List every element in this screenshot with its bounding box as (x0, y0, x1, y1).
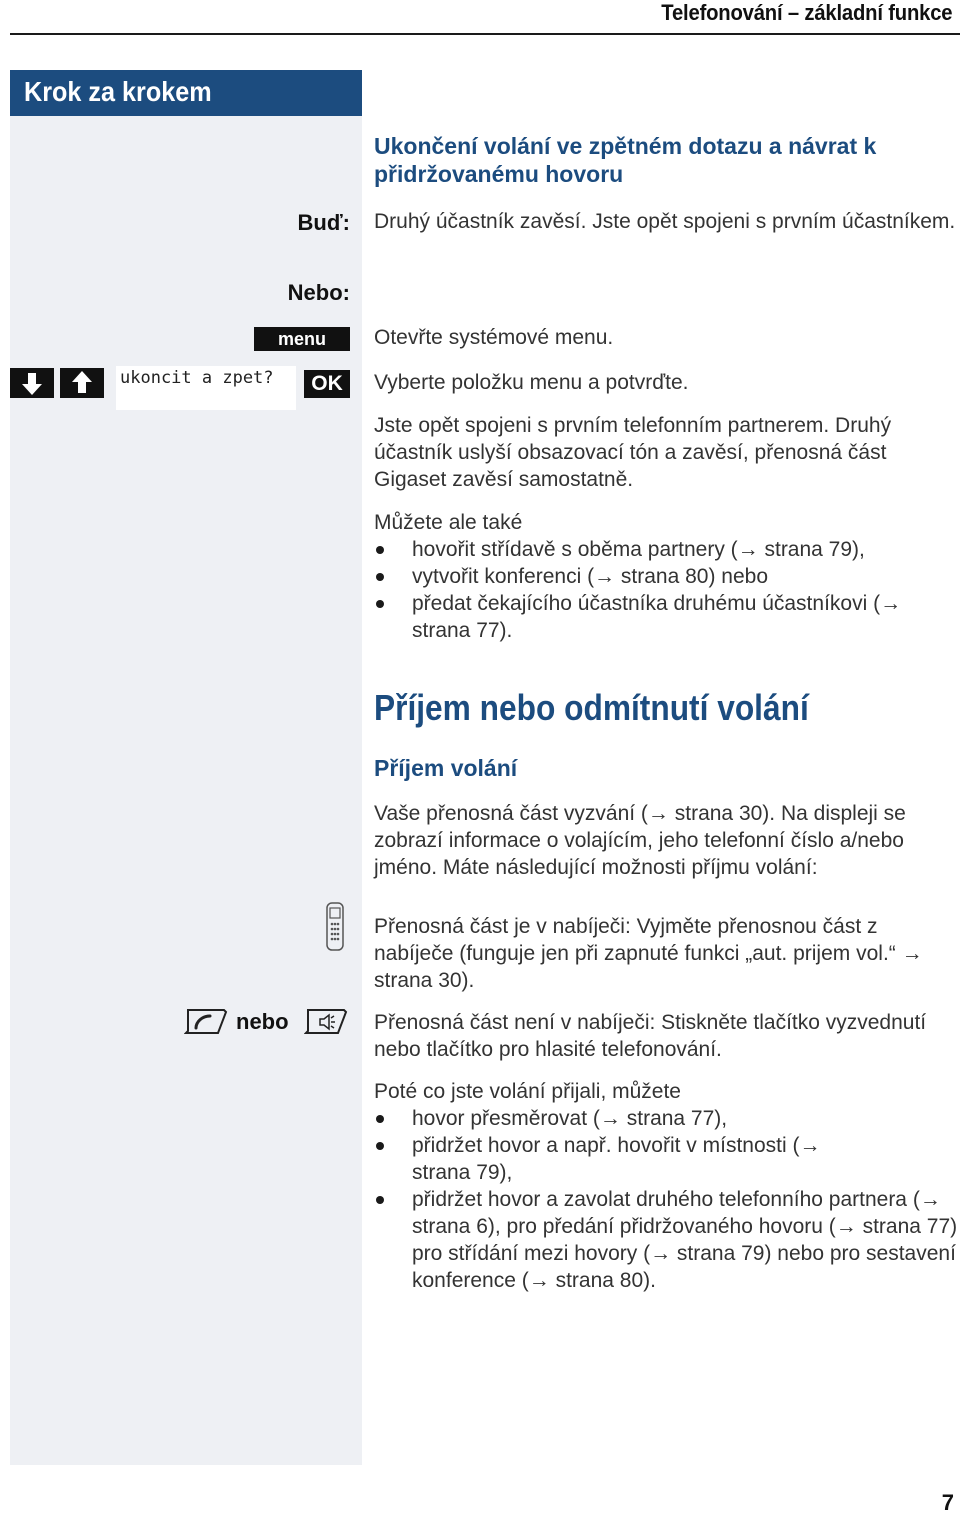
list-item: hovořit střídavě s oběma partnery (→ strana 79), (374, 536, 960, 563)
sidebar-title: Krok za krokem (24, 76, 212, 107)
key-text: Přenosná část není v nabíječi: Stiskněte tlačítko vyzvednutí nebo tlačítko pro hlasité telefonování. (374, 1011, 927, 1061)
main-heading: Příjem nebo odmítnutí volání (374, 687, 809, 728)
result-text: Jste opět spojeni s prvním telefonním partnerem. Druhý účastník uslyší obsazovací tón a zavěsí, přenosná část Gigaset zavěsí samostatně. (374, 414, 892, 491)
intro-text: Vaše přenosná část vyzvání (→ strana 30). Na displeji se zobrazí informace o volajícím, jeho telefonní číslo a/nebo jméno. Máte následující možnosti příjmu volání: (374, 802, 906, 879)
list-item: přidržet hovor a zavolat druhého telefonního partnera (→ strana 6), pro předání přidržovaného hovoru (→ strana 77) pro střídání mezi hovory (→ strana 79) nebo pro sestavení konference (→ strana 80). (374, 1186, 960, 1294)
list-item: předat čekajícího účastníka druhému účastníkovi (→ strana 77). (374, 590, 932, 644)
page-number: 7 (941, 1490, 954, 1515)
options-block (374, 509, 960, 644)
handset-icon (324, 902, 346, 957)
menu-text: Otevřte systémové menu. (374, 326, 614, 349)
menu-key: menu (254, 327, 350, 351)
after-list (374, 1105, 960, 1294)
header-divider (10, 33, 960, 35)
list-item: vytvořit konferenci (→ strana 80) nebo (374, 563, 960, 590)
subheading: Příjem volání (374, 755, 518, 781)
arrow-down-key-icon (10, 368, 54, 398)
after-intro: Poté co jste volání přijali, můžete (374, 1080, 681, 1103)
talk-key-icon (184, 1009, 228, 1040)
arrow-up-key-icon (60, 368, 104, 398)
or-label: Nebo: (287, 280, 350, 305)
either-label: Buď: (297, 210, 350, 235)
ok-key: OK (304, 370, 350, 398)
list-item: hovor přesměrovat (→ strana 77), (374, 1105, 960, 1132)
page-header-title: Telefonování – základní funkce (660, 0, 952, 25)
display-menu-entry: ukoncit a zpet? (120, 368, 274, 388)
options-list (374, 536, 960, 644)
either-text: Druhý účastník zavěsí. Jste opět spojeni s prvním účastníkem. (374, 210, 956, 233)
options-intro: Můžete ale také (374, 511, 523, 534)
or-word: nebo (236, 1009, 289, 1034)
select-text: Vyberte položku menu a potvrďte. (374, 371, 689, 394)
section-heading: Ukončení volání ve zpětném dotazu a návrat k přidržovanému hovoru (374, 133, 877, 187)
handsfree-key-icon (304, 1009, 348, 1040)
after-block (374, 1078, 960, 1294)
list-item: přidržet hovor a např. hovořit v místnosti (→ strana 79), (374, 1132, 852, 1186)
charger-text: Přenosná část je v nabíječi: Vyjměte přenosnou část z nabíječe (funguje jen při zapnuté funkci „aut. prijem vol.“ → strana 30). (374, 915, 923, 992)
